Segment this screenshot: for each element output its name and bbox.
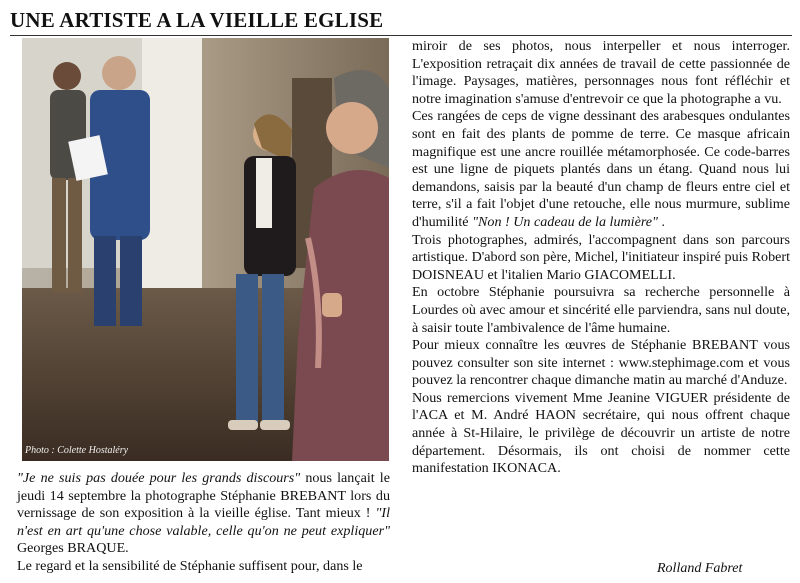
photo-white-panel: [142, 38, 202, 288]
quote-discours: "Je ne suis pas douée pour les grands discours": [17, 470, 301, 486]
photo-illustration: [22, 38, 389, 461]
quote-braque: "Il n'est en art qu'une chose valable, celle qu'on ne peut expliquer": [17, 505, 390, 539]
headline-rule: [10, 35, 792, 36]
right-paragraph-4: En octobre Stéphanie poursuivra sa recherche personnelle à Lourdes où avec amour et sincérité elle parviendra, sans nul doute, à saisir toute l'ambivalence de l'âme humaine.: [412, 284, 790, 336]
left-paragraph-2: Le regard et la sensibilité de Stéphanie suffisent pour, dans le: [17, 557, 363, 574]
right-column: [412, 38, 790, 478]
right-paragraph-5: Pour mieux connaître les œuvres de Stéphanie BREBANT vous pouvez consulter son site internet : www.stephimage.com et vous pouvez la rencontrer chaque dimanche matin au marché d'Anduze.: [412, 337, 790, 389]
article-headline: UNE ARTISTE A LA VIEILLE EGLISE: [10, 8, 384, 32]
right-paragraph-6: Nous remercions vivement Mme Jeanine VIGUER présidente de l'ACA et M. André HAON secrétaire, qui nous offrent chaque année à St-Hilaire, le privilège de découvrir un artiste de notre département. Désormais, ils ont choisi de nommer cette manifestation IKONACA.: [412, 389, 790, 477]
left-column: [17, 470, 390, 576]
right-paragraph-2: [412, 108, 790, 231]
quote-lumiere: "Non ! Un cadeau de la lumière": [472, 213, 658, 230]
left-paragraph-1-text: nous lançait le jeudi 14 septembre la photographe Stéphanie BREBANT lors du vernissage de son exposition à la vieille église. Tant mieux !: [17, 470, 390, 522]
article-signature: Rolland Fabret: [657, 561, 743, 576]
right-paragraph-3: Trois photographes, admirés, l'accompagnent dans son parcours artistique. D'abord son père, Michel, l'initiateur inspiré puis Robert DOISNEAU et l'italien Mario GIACOMELLI.: [412, 231, 790, 283]
photo-credit: Photo : Colette Hostaléry: [25, 445, 129, 456]
left-paragraph-1: [17, 470, 390, 558]
right-paragraph-2-text: Ces rangées de ceps de vigne dessinant des arabesques ondulantes sont en fait des plants de pomme de terre. Ce masque africain magnifique est une ancre rouillée métamorphosée. Ce code-barres est une ligne de piquets plantés dans un étang. Quand nous lui demandons, saisis par la beauté d'un champ de fleurs entre ciel et terre, s'il a fait l'objet d'une retouche, elle nous murmure, sublime d'humilité: [412, 108, 790, 230]
article-photo: [22, 38, 389, 461]
left-paragraph-1-attribution: Georges BRAQUE.: [17, 540, 129, 557]
right-paragraph-1: miroir de ses photos, nous interpeller et nous interroger. L'exposition retraçait dix années de travail de cette passionnée de l'image. Paysages, matières, personnages nous font réfléchir et notre imagination s'amuse d'entrevoir ce que la photographe a vu.: [412, 38, 790, 107]
right-paragraph-2-end: .: [657, 213, 666, 230]
